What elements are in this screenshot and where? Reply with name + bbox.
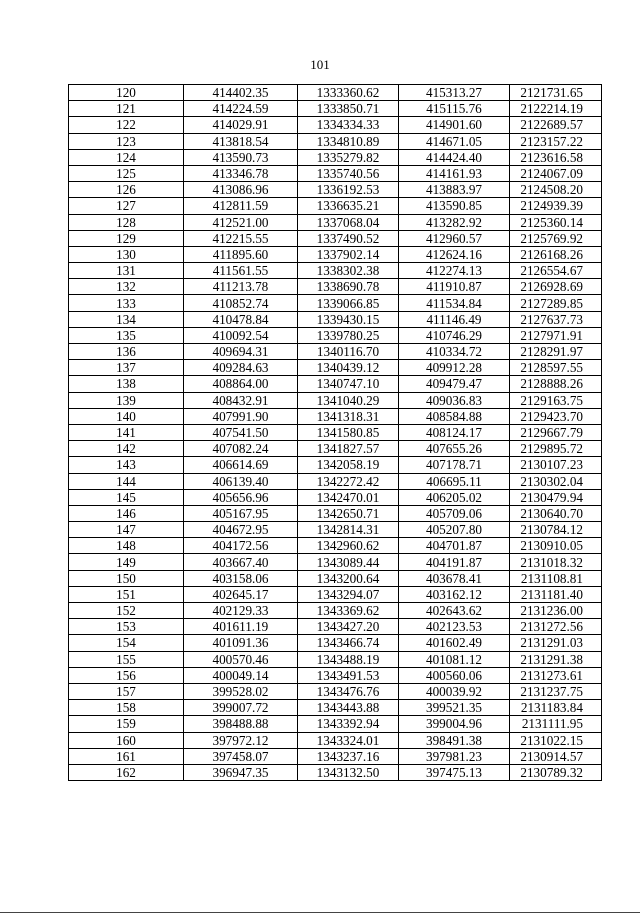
- coordinate-cell: 411534.84: [399, 295, 510, 311]
- coordinate-cell: 1343443.88: [298, 700, 399, 716]
- coordinate-cell: 412624.16: [399, 246, 510, 262]
- coordinate-cell: 2126928.69: [510, 279, 602, 295]
- coordinate-cell: 412811.59: [184, 198, 298, 214]
- table-row: [69, 441, 602, 457]
- coordinate-cell: 409284.63: [184, 360, 298, 376]
- point-number-cell: 146: [69, 505, 184, 521]
- coordinate-cell: 408864.00: [184, 376, 298, 392]
- coordinate-cell: 2131236.00: [510, 603, 602, 619]
- coordinate-cell: 2125360.14: [510, 214, 602, 230]
- point-number-cell: 130: [69, 246, 184, 262]
- coordinate-cell: 2130640.70: [510, 505, 602, 521]
- coordinate-cell: 414402.35: [184, 85, 298, 101]
- coordinate-cell: 1334334.33: [298, 117, 399, 133]
- coordinate-cell: 2128888.26: [510, 376, 602, 392]
- table-row: [69, 505, 602, 521]
- coordinate-cell: 2122214.19: [510, 101, 602, 117]
- coordinate-cell: 397972.12: [184, 732, 298, 748]
- coordinate-cell: 396947.35: [184, 764, 298, 780]
- table-row: [69, 683, 602, 699]
- coordinate-cell: 2126168.26: [510, 246, 602, 262]
- coordinate-cell: 410334.72: [399, 344, 510, 360]
- table-row: [69, 619, 602, 635]
- coordinate-cell: 413590.73: [184, 149, 298, 165]
- coordinate-cell: 1341318.31: [298, 408, 399, 424]
- coordinate-cell: 1333850.71: [298, 101, 399, 117]
- coordinate-cell: 1341580.85: [298, 424, 399, 440]
- table-row: [69, 603, 602, 619]
- coordinates-table-body: [69, 85, 602, 781]
- coordinate-cell: 2127971.91: [510, 327, 602, 343]
- point-number-cell: 133: [69, 295, 184, 311]
- point-number-cell: 149: [69, 554, 184, 570]
- coordinate-cell: 407178.71: [399, 457, 510, 473]
- coordinate-cell: 2123157.22: [510, 133, 602, 149]
- coordinate-cell: 2126554.67: [510, 263, 602, 279]
- coordinate-cell: 1343491.53: [298, 667, 399, 683]
- coordinate-cell: 414424.40: [399, 149, 510, 165]
- coordinate-cell: 403158.06: [184, 570, 298, 586]
- coordinate-cell: 412274.13: [399, 263, 510, 279]
- point-number-cell: 124: [69, 149, 184, 165]
- point-number-cell: 157: [69, 683, 184, 699]
- coordinate-cell: 399007.72: [184, 700, 298, 716]
- coordinate-cell: 408124.17: [399, 424, 510, 440]
- coordinate-cell: 1339066.85: [298, 295, 399, 311]
- coordinate-cell: 1337068.04: [298, 214, 399, 230]
- coordinate-cell: 404172.56: [184, 538, 298, 554]
- table-row: [69, 457, 602, 473]
- coordinate-cell: 2130479.94: [510, 489, 602, 505]
- coordinate-cell: 2129895.72: [510, 441, 602, 457]
- coordinate-cell: 410092.54: [184, 327, 298, 343]
- point-number-cell: 145: [69, 489, 184, 505]
- point-number-cell: 135: [69, 327, 184, 343]
- coordinate-cell: 2124939.39: [510, 198, 602, 214]
- coordinate-cell: 1343294.07: [298, 586, 399, 602]
- coordinate-cell: 2131273.61: [510, 667, 602, 683]
- coordinate-cell: 406614.69: [184, 457, 298, 473]
- point-number-cell: 125: [69, 165, 184, 181]
- coordinate-cell: 413883.97: [399, 182, 510, 198]
- coordinate-cell: 400570.46: [184, 651, 298, 667]
- coordinate-cell: 400039.92: [399, 683, 510, 699]
- coordinate-cell: 398491.38: [399, 732, 510, 748]
- coordinate-cell: 1333360.62: [298, 85, 399, 101]
- coordinate-cell: 1339780.25: [298, 327, 399, 343]
- point-number-cell: 122: [69, 117, 184, 133]
- coordinate-cell: 412521.00: [184, 214, 298, 230]
- coordinate-cell: 409479.47: [399, 376, 510, 392]
- coordinate-cell: 1337902.14: [298, 246, 399, 262]
- coordinate-cell: 410852.74: [184, 295, 298, 311]
- coordinate-cell: 402129.33: [184, 603, 298, 619]
- table-row: [69, 344, 602, 360]
- coordinate-cell: 2130910.05: [510, 538, 602, 554]
- coordinate-cell: 2127637.73: [510, 311, 602, 327]
- coordinate-cell: 1334810.89: [298, 133, 399, 149]
- point-number-cell: 160: [69, 732, 184, 748]
- table-row: [69, 85, 602, 101]
- table-row: [69, 214, 602, 230]
- point-number-cell: 126: [69, 182, 184, 198]
- coordinate-cell: 1341040.29: [298, 392, 399, 408]
- table-row: [69, 570, 602, 586]
- table-row: [69, 198, 602, 214]
- coordinate-cell: 413086.96: [184, 182, 298, 198]
- coordinate-cell: 1337490.52: [298, 230, 399, 246]
- table-row: [69, 360, 602, 376]
- point-number-cell: 121: [69, 101, 184, 117]
- table-row: [69, 522, 602, 538]
- coordinate-cell: 411910.87: [399, 279, 510, 295]
- coordinate-cell: 2124508.20: [510, 182, 602, 198]
- coordinate-cell: 1338690.78: [298, 279, 399, 295]
- table-row: [69, 149, 602, 165]
- table-row: [69, 101, 602, 117]
- coordinate-cell: 2131291.03: [510, 635, 602, 651]
- table-row: [69, 667, 602, 683]
- point-number-cell: 151: [69, 586, 184, 602]
- coordinate-cell: 406695.11: [399, 473, 510, 489]
- coordinate-cell: 414029.91: [184, 117, 298, 133]
- coordinate-cell: 2123616.58: [510, 149, 602, 165]
- coordinate-cell: 414224.59: [184, 101, 298, 117]
- coordinate-cell: 2127289.85: [510, 295, 602, 311]
- table-row: [69, 376, 602, 392]
- table-row: [69, 165, 602, 181]
- coordinate-cell: 405709.06: [399, 505, 510, 521]
- coordinate-cell: 2129163.75: [510, 392, 602, 408]
- point-number-cell: 154: [69, 635, 184, 651]
- table-row: [69, 748, 602, 764]
- table-row: [69, 473, 602, 489]
- coordinates-table: [68, 84, 602, 781]
- coordinate-cell: 405656.96: [184, 489, 298, 505]
- coordinate-cell: 399521.35: [399, 700, 510, 716]
- coordinate-cell: 407991.90: [184, 408, 298, 424]
- page-number: 101: [310, 57, 330, 72]
- coordinate-cell: 397981.23: [399, 748, 510, 764]
- coordinate-cell: 2129423.70: [510, 408, 602, 424]
- point-number-cell: 120: [69, 85, 184, 101]
- table-row: [69, 246, 602, 262]
- point-number-cell: 140: [69, 408, 184, 424]
- coordinate-cell: 398488.88: [184, 716, 298, 732]
- coordinate-cell: 2124067.09: [510, 165, 602, 181]
- point-number-cell: 134: [69, 311, 184, 327]
- coordinate-cell: 2131183.84: [510, 700, 602, 716]
- coordinate-cell: 1342814.31: [298, 522, 399, 538]
- coordinate-cell: 414161.93: [399, 165, 510, 181]
- coordinate-cell: 1342272.42: [298, 473, 399, 489]
- coordinate-cell: 407541.50: [184, 424, 298, 440]
- table-row: [69, 182, 602, 198]
- coordinate-cell: 412215.55: [184, 230, 298, 246]
- table-row: [69, 279, 602, 295]
- table-row: [69, 732, 602, 748]
- coordinate-cell: 413590.85: [399, 198, 510, 214]
- coordinate-cell: 1343200.64: [298, 570, 399, 586]
- coordinate-cell: 2130107.23: [510, 457, 602, 473]
- coordinate-cell: 1339430.15: [298, 311, 399, 327]
- coordinate-cell: 1335740.56: [298, 165, 399, 181]
- coordinate-cell: 402123.53: [399, 619, 510, 635]
- coordinate-cell: 1343476.76: [298, 683, 399, 699]
- coordinate-cell: 400049.14: [184, 667, 298, 683]
- coordinate-cell: 2131018.32: [510, 554, 602, 570]
- coordinate-cell: 409912.28: [399, 360, 510, 376]
- coordinate-cell: 404672.95: [184, 522, 298, 538]
- coordinate-cell: 408584.88: [399, 408, 510, 424]
- table-row: [69, 311, 602, 327]
- coordinate-cell: 408432.91: [184, 392, 298, 408]
- point-number-cell: 127: [69, 198, 184, 214]
- point-number-cell: 128: [69, 214, 184, 230]
- coordinate-cell: 1341827.57: [298, 441, 399, 457]
- table-row: [69, 263, 602, 279]
- point-number-cell: 153: [69, 619, 184, 635]
- coordinate-cell: 1342650.71: [298, 505, 399, 521]
- coordinate-cell: 1343132.50: [298, 764, 399, 780]
- table-row: [69, 295, 602, 311]
- coordinate-cell: 2130789.32: [510, 764, 602, 780]
- coordinate-cell: 409036.83: [399, 392, 510, 408]
- coordinate-cell: 2131022.15: [510, 732, 602, 748]
- table-row: [69, 651, 602, 667]
- coordinate-cell: 415313.27: [399, 85, 510, 101]
- coordinate-cell: 2131111.95: [510, 716, 602, 732]
- coordinate-cell: 411895.60: [184, 246, 298, 262]
- coordinate-cell: 1340747.10: [298, 376, 399, 392]
- point-number-cell: 123: [69, 133, 184, 149]
- coordinate-cell: 404191.87: [399, 554, 510, 570]
- coordinate-cell: 1343488.19: [298, 651, 399, 667]
- coordinate-cell: 2130784.12: [510, 522, 602, 538]
- point-number-cell: 159: [69, 716, 184, 732]
- coordinate-cell: 1340116.70: [298, 344, 399, 360]
- point-number-cell: 158: [69, 700, 184, 716]
- point-number-cell: 144: [69, 473, 184, 489]
- coordinate-cell: 401091.36: [184, 635, 298, 651]
- table-row: [69, 700, 602, 716]
- coordinate-cell: 2128291.97: [510, 344, 602, 360]
- coordinate-cell: 402643.62: [399, 603, 510, 619]
- table-row: [69, 554, 602, 570]
- coordinate-cell: 415115.76: [399, 101, 510, 117]
- coordinate-cell: 1342470.01: [298, 489, 399, 505]
- coordinate-cell: 2131272.56: [510, 619, 602, 635]
- point-number-cell: 143: [69, 457, 184, 473]
- table-row: [69, 635, 602, 651]
- coordinate-cell: 397458.07: [184, 748, 298, 764]
- coordinate-cell: 1343237.16: [298, 748, 399, 764]
- point-number-cell: 141: [69, 424, 184, 440]
- coordinate-cell: 2125769.92: [510, 230, 602, 246]
- coordinate-cell: 402645.17: [184, 586, 298, 602]
- point-number-cell: 136: [69, 344, 184, 360]
- coordinate-cell: 414671.05: [399, 133, 510, 149]
- coordinate-cell: 1343324.01: [298, 732, 399, 748]
- coordinate-cell: 410478.84: [184, 311, 298, 327]
- point-number-cell: 139: [69, 392, 184, 408]
- coordinate-cell: 1342058.19: [298, 457, 399, 473]
- coordinate-cell: 411146.49: [399, 311, 510, 327]
- coordinate-cell: 407082.24: [184, 441, 298, 457]
- table-row: [69, 327, 602, 343]
- coordinate-cell: 405167.95: [184, 505, 298, 521]
- coordinate-cell: 414901.60: [399, 117, 510, 133]
- point-number-cell: 147: [69, 522, 184, 538]
- coordinate-cell: 397475.13: [399, 764, 510, 780]
- coordinate-cell: 407655.26: [399, 441, 510, 457]
- coordinate-cell: 413282.92: [399, 214, 510, 230]
- table-row: [69, 538, 602, 554]
- coordinate-cell: 413818.54: [184, 133, 298, 149]
- coordinate-cell: 409694.31: [184, 344, 298, 360]
- coordinate-cell: 406139.40: [184, 473, 298, 489]
- coordinate-cell: 1336192.53: [298, 182, 399, 198]
- coordinate-cell: 401081.12: [399, 651, 510, 667]
- point-number-cell: 137: [69, 360, 184, 376]
- table-row: [69, 586, 602, 602]
- table-row: [69, 716, 602, 732]
- coordinate-cell: 401611.19: [184, 619, 298, 635]
- coordinate-cell: 2131291.38: [510, 651, 602, 667]
- coordinate-cell: 1336635.21: [298, 198, 399, 214]
- bottom-scan-edge: [0, 912, 640, 913]
- coordinate-cell: 1343089.44: [298, 554, 399, 570]
- coordinate-cell: 403678.41: [399, 570, 510, 586]
- coordinate-cell: 1338302.38: [298, 263, 399, 279]
- coordinate-cell: 412960.57: [399, 230, 510, 246]
- coordinate-cell: 411561.55: [184, 263, 298, 279]
- table-row: [69, 489, 602, 505]
- coordinate-cell: 1343369.62: [298, 603, 399, 619]
- coordinate-cell: 1343427.20: [298, 619, 399, 635]
- coordinate-cell: 2121731.65: [510, 85, 602, 101]
- coordinate-cell: 1340439.12: [298, 360, 399, 376]
- coordinate-cell: 2130302.04: [510, 473, 602, 489]
- coordinate-cell: 404701.87: [399, 538, 510, 554]
- coordinate-cell: 413346.78: [184, 165, 298, 181]
- coordinate-cell: 405207.80: [399, 522, 510, 538]
- point-number-cell: 138: [69, 376, 184, 392]
- table-row: [69, 408, 602, 424]
- table-row: [69, 392, 602, 408]
- coordinate-cell: 410746.29: [399, 327, 510, 343]
- table-row: [69, 117, 602, 133]
- point-number-cell: 129: [69, 230, 184, 246]
- table-row: [69, 764, 602, 780]
- coordinate-cell: 1335279.82: [298, 149, 399, 165]
- coordinate-cell: 406205.02: [399, 489, 510, 505]
- coordinate-cell: 2131237.75: [510, 683, 602, 699]
- coordinate-cell: 411213.78: [184, 279, 298, 295]
- coordinate-cell: 1343392.94: [298, 716, 399, 732]
- point-number-cell: 142: [69, 441, 184, 457]
- coordinate-cell: 399004.96: [399, 716, 510, 732]
- table-row: [69, 424, 602, 440]
- point-number-cell: 156: [69, 667, 184, 683]
- point-number-cell: 155: [69, 651, 184, 667]
- coordinate-cell: 2128597.55: [510, 360, 602, 376]
- table-row: [69, 230, 602, 246]
- point-number-cell: 132: [69, 279, 184, 295]
- point-number-cell: 162: [69, 764, 184, 780]
- coordinate-cell: 401602.49: [399, 635, 510, 651]
- point-number-cell: 148: [69, 538, 184, 554]
- point-number-cell: 152: [69, 603, 184, 619]
- coordinate-cell: 403667.40: [184, 554, 298, 570]
- table-row: [69, 133, 602, 149]
- coordinate-cell: 399528.02: [184, 683, 298, 699]
- point-number-cell: 161: [69, 748, 184, 764]
- coordinate-cell: 2131181.40: [510, 586, 602, 602]
- point-number-cell: 131: [69, 263, 184, 279]
- coordinate-cell: 2122689.57: [510, 117, 602, 133]
- coordinate-cell: 1343466.74: [298, 635, 399, 651]
- coordinate-cell: 2130914.57: [510, 748, 602, 764]
- coordinate-cell: 403162.12: [399, 586, 510, 602]
- coordinate-cell: 2129667.79: [510, 424, 602, 440]
- coordinate-cell: 1342960.62: [298, 538, 399, 554]
- coordinate-cell: 400560.06: [399, 667, 510, 683]
- coordinate-cell: 2131108.81: [510, 570, 602, 586]
- point-number-cell: 150: [69, 570, 184, 586]
